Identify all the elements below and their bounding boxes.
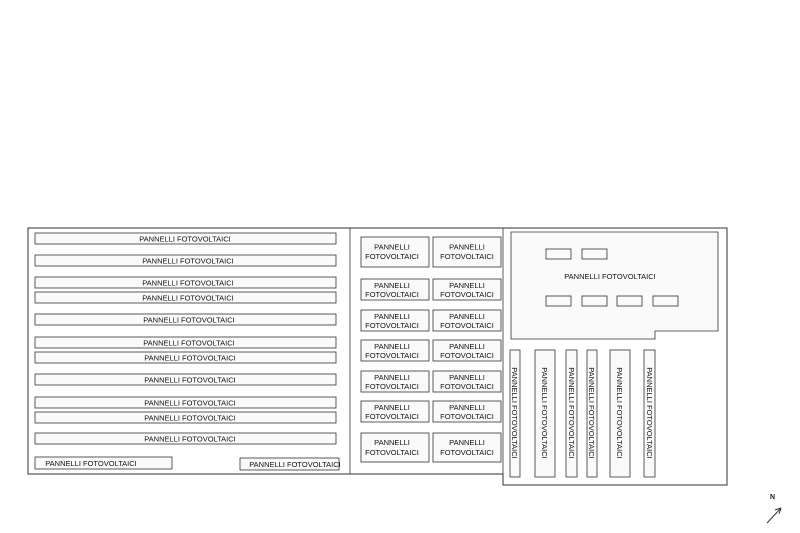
panel-block <box>433 237 501 267</box>
panel-row-vertical <box>587 350 597 477</box>
panel-label-line2: FOTOVOLTAICI <box>440 412 494 421</box>
panel-label-line2: FOTOVOLTAICI <box>365 321 419 330</box>
panel-label-line2: FOTOVOLTAICI <box>440 351 494 360</box>
panel-label-line1: PANNELLI <box>374 438 410 447</box>
panel-label-line1: PANNELLI <box>374 242 410 252</box>
panel-block <box>433 371 501 392</box>
panel-block <box>361 401 429 422</box>
panel-row-vertical <box>566 350 577 477</box>
middle-section <box>361 237 501 462</box>
panel-block <box>433 279 501 300</box>
panel-label-line1: PANNELLI <box>449 281 485 290</box>
west-section <box>35 233 341 470</box>
panel-label-line2: FOTOVOLTAICI <box>365 252 419 261</box>
panel-label-line2: FOTOVOLTAICI <box>440 290 494 299</box>
panel-block-large <box>511 232 718 339</box>
panel-label-line2: FOTOVOLTAICI <box>440 321 494 330</box>
panel-block <box>433 401 501 422</box>
panel-label-line2: FOTOVOLTAICI <box>365 412 419 421</box>
panel-row <box>35 374 336 385</box>
panel-block <box>361 279 429 300</box>
panel-row <box>35 433 336 444</box>
panel-label-line2: FOTOVOLTAICI <box>440 382 494 391</box>
panel-row <box>35 233 336 244</box>
panel-label-line2: FOTOVOLTAICI <box>440 448 494 457</box>
panel-row <box>35 255 336 266</box>
panel-label: PANNELLI FOTOVOLTAICI <box>144 398 236 408</box>
panel-label: PANNELLI FOTOVOLTAICI <box>249 460 341 469</box>
panel-label-line1: PANNELLI <box>449 342 485 351</box>
panel-row <box>35 314 336 325</box>
panel-label-line1: PANNELLI <box>374 342 410 351</box>
panel-label: PANNELLI FOTOVOLTAICI <box>144 353 236 363</box>
panel-label: PANNELLI FOTOVOLTAICI <box>142 256 234 266</box>
panel-label: PANNELLI FOTOVOLTAICI <box>645 367 654 459</box>
panel-label: PANNELLI FOTOVOLTAICI <box>139 234 231 244</box>
panel-row-vertical <box>610 350 630 477</box>
panel-block <box>433 340 501 361</box>
panel-label: PANNELLI FOTOVOLTAICI <box>144 434 236 444</box>
panel-label-line1: PANNELLI <box>449 438 485 447</box>
panel-label: PANNELLI FOTOVOLTAICI <box>144 375 236 385</box>
panel-label: PANNELLI FOTOVOLTAICI <box>142 278 234 288</box>
panel-label: PANNELLI FOTOVOLTAICI <box>564 272 656 281</box>
panel-block <box>361 433 429 462</box>
panel-label-line1: PANNELLI <box>449 242 485 252</box>
panel-row <box>35 397 336 408</box>
panel-block <box>361 237 429 267</box>
east-section <box>510 232 718 477</box>
panel-label: PANNELLI FOTOVOLTAICI <box>567 367 576 459</box>
panel-row <box>35 352 336 363</box>
panel-label-line1: PANNELLI <box>449 373 485 382</box>
panel-row <box>35 412 336 423</box>
panel-block <box>433 310 501 331</box>
panel-label-line2: FOTOVOLTAICI <box>440 252 494 261</box>
panel-label: PANNELLI FOTOVOLTAICI <box>142 293 234 303</box>
panel-label-line1: PANNELLI <box>374 403 410 412</box>
panel-label-line2: FOTOVOLTAICI <box>365 351 419 360</box>
panel-row <box>35 292 336 303</box>
panel-block <box>361 371 429 392</box>
panel-label-line1: PANNELLI <box>374 281 410 290</box>
panel-label: PANNELLI FOTOVOLTAICI <box>143 315 235 325</box>
panel-block <box>361 310 429 331</box>
panel-label-line2: FOTOVOLTAICI <box>365 290 419 299</box>
panel-row <box>35 277 336 288</box>
panel-row-short-left <box>35 457 172 469</box>
panel-row-vertical <box>644 350 655 477</box>
panel-label-line1: PANNELLI <box>449 403 485 412</box>
panel-label: PANNELLI FOTOVOLTAICI <box>587 367 596 459</box>
panel-label: PANNELLI FOTOVOLTAICI <box>45 459 137 468</box>
panel-row <box>35 337 336 348</box>
panel-label-line1: PANNELLI <box>449 312 485 321</box>
north-arrow-icon <box>767 508 781 523</box>
panel-label-line1: PANNELLI <box>374 373 410 382</box>
panel-label: PANNELLI FOTOVOLTAICI <box>510 367 519 459</box>
panel-row-vertical <box>510 350 520 477</box>
north-label: N <box>770 494 776 501</box>
panel-label: PANNELLI FOTOVOLTAICI <box>615 367 624 459</box>
panel-label-line2: FOTOVOLTAICI <box>365 382 419 391</box>
panel-label: PANNELLI FOTOVOLTAICI <box>144 413 236 423</box>
panel-label-line2: FOTOVOLTAICI <box>365 448 419 457</box>
panel-label-line1: PANNELLI <box>374 312 410 321</box>
panel-block <box>361 340 429 361</box>
panel-label: PANNELLI FOTOVOLTAICI <box>143 338 235 348</box>
panel-block <box>433 433 501 462</box>
panel-label: PANNELLI FOTOVOLTAICI <box>540 367 549 459</box>
panel-row-short-right <box>240 458 341 470</box>
panel-row-vertical <box>535 350 555 477</box>
